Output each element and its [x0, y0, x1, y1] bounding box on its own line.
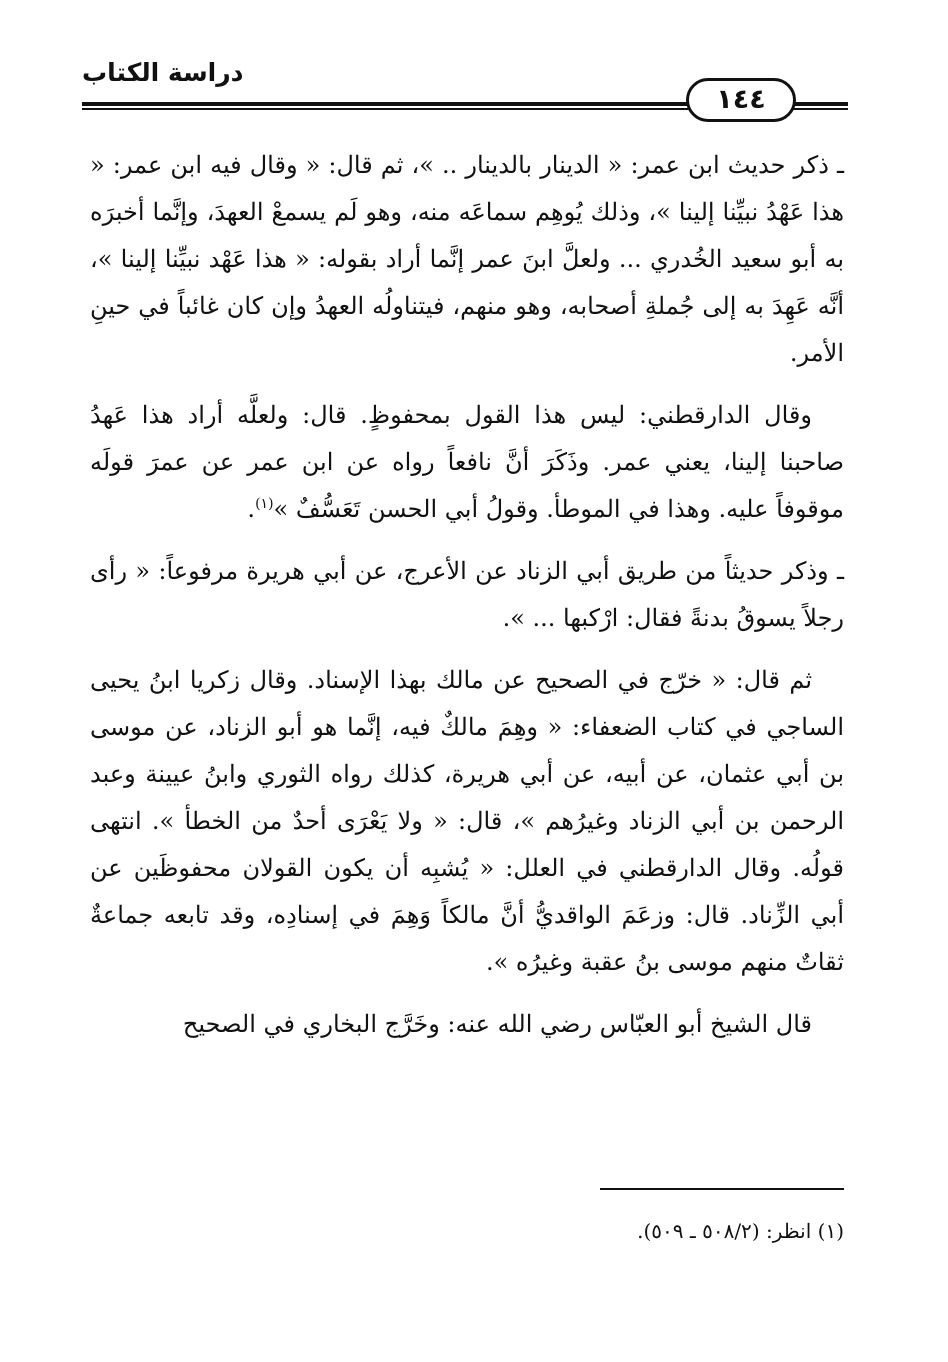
footnote-separator [600, 1188, 844, 1190]
paragraph-5: قال الشيخ أبو العبّاس رضي الله عنه: وخَرَّج البخاري في الصحيح [182, 1010, 812, 1038]
footnote-reference: (١) [255, 496, 274, 512]
paragraph-2-tail: . [247, 495, 256, 523]
main-text [90, 142, 844, 1063]
page-header [82, 58, 848, 128]
footnote-1: (١) انظر: (٥٠٨/٢ ـ ٥٠٩). [637, 1219, 844, 1243]
paragraph-2 [90, 392, 844, 533]
page-number-badge [686, 78, 796, 122]
paragraph-3: ـ وذكر حديثاً من طريق أبي الزناد عن الأعرج، عن أبي هريرة مرفوعاً: « رأى رجلاً يسوقُ بدنةً فقال: ارْكبها ... ». [90, 557, 844, 632]
running-title: دراسة الكتاب [82, 58, 244, 87]
paragraph-1: ـ ذكر حديث ابن عمر: « الدينار بالدينار .. »، ثم قال: « وقال فيه ابن عمر: « هذا عَهْدُ نبيِّنا إلينا »، وذلك يُوهِم سماعَه منه، وهو لَم يسمعْ العهدَ، وإنَّما أخبرَه به أبو سعيد الخُدري ... ولعلَّ ابنَ عمر إنَّما أراد بقوله: « هذا عَهْد نبيِّنا إلينا »، أنَّه عَهِدَ به إلى جُملةِ أصحابه، وهو منهم، فيتناولُه العهدُ وإن كان غائباً في حينِ الأمر. [90, 151, 844, 367]
paragraph-2-text: وقال الدارقطني: ليس هذا القول بمحفوظٍ. قال: ولعلَّه أراد هذا عَهدُ صاحبنا إلينا، يعني عمر. وذَكَرَ أنَّ نافعاً رواه عن ابن عمر عن عمرَ قولَه موقوفاً عليه. وهذا في الموطأ. وقولُ أبي الحسن تَعَسُّفٌ » [90, 401, 844, 523]
page-number: ١٤٤ [716, 84, 766, 115]
paragraph-4: ثم قال: « خرّج في الصحيح عن مالك بهذا الإسناد. وقال زكريا ابنُ يحيى الساجي في كتاب الضعفاء: « وهِمَ مالكٌ فيه، إنَّما هو أبو الزناد، عن موسى بن أبي عثمان، عن أبيه، عن أبي هريرة، كذلك رواه الثوري وابنُ عيينة وعبد الرحمن بن أبي الزناد وغيرُهم »، قال: « ولا يَعْرَى أحدٌ من الخطأ ». انتهى قولُه. وقال الدارقطني في العلل: « يُشبِه أن يكون القولان محفوظَين عن أبي الزِّناد. قال: وزعَمَ الواقديُّ أنَّ مالكاً وَهِمَ في إسنادِه، وقد تابعه جماعةٌ ثقاتٌ منهم موسى بنُ عقبة وغيرُه ». [90, 666, 844, 976]
